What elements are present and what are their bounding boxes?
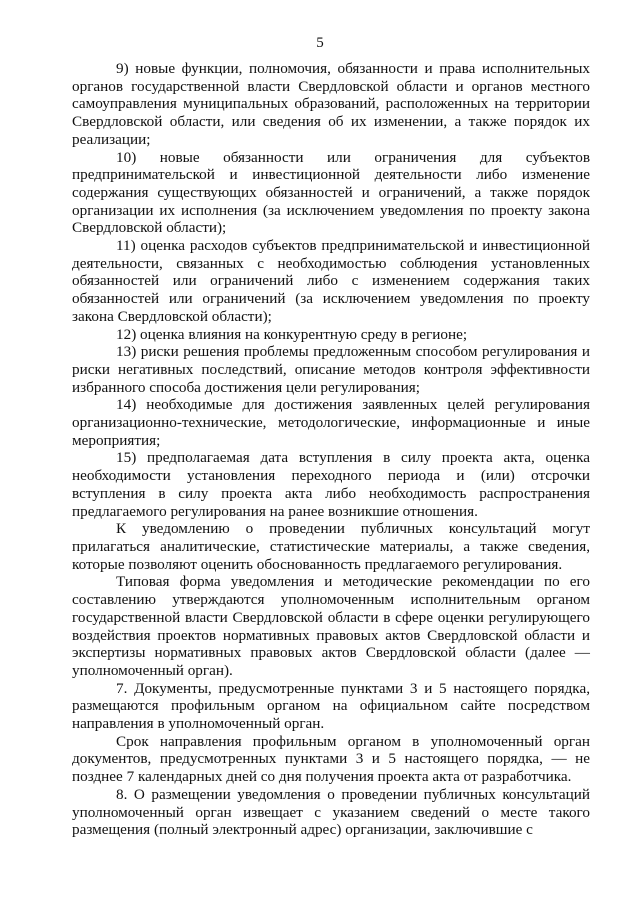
- paragraph-section-8: 8. О размещении уведомления о проведении публичных консультаций уполномоченный орган извещает с указанием сведений о месте такого размещения (полный электронный адрес) организации, заключившие с: [72, 785, 590, 839]
- paragraph-item-12: 12) оценка влияния на конкурентную среду в регионе;: [116, 325, 468, 343]
- paragraph-submission-deadline: Срок направления профильным органом в уполномоченный орган документов, предусмотренных пунктами 3 и 5 настоящего порядка, — не позднее 7 календарных дней со дня получения проекта акта от разработчика.: [72, 732, 590, 786]
- paragraph-item-11: 11) оценка расходов субъектов предпринимательской и инвестиционной деятельности, связанных с необходимостью соблюдения установленных обязанностей или ограничений либо с изменением содержания таких обязанностей или ограничений (за исключением уведомления по проекту закона Свердловской области);: [72, 237, 590, 325]
- paragraph-attachments: К уведомлению о проведении публичных консультаций могут прилагаться аналитические, статистические материалы, а также сведения, которые позволяют оценить обоснованность предлагаемого регулирования.: [72, 520, 590, 573]
- page-number: 5: [316, 35, 324, 51]
- paragraph-item-15: 15) предполагаемая дата вступления в силу проекта акта, оценка необходимости установления переходного периода и (или) отсрочки вступления в силу проекта акта либо необходимость распространения предлагаемого регулирования на ранее возникшие отношения.: [72, 449, 590, 520]
- paragraph-item-10: 10) новые обязанности или ограничения для субъектов предпринимательской и инвестиционной деятельности либо изменение содержания существующих обязанностей и ограничений, а также порядок организации их исполнения (за исключением уведомления по проекту закона Свердловской области);: [72, 148, 590, 237]
- paragraph-template-form: Типовая форма уведомления и методические рекомендации по его составлению утверждаются уполномоченным исполнительным органом государственной власти Свердловской области в сфере оценки регулирующего воздействия проектов нормативных правовых актов Свердловской области и экспертизы нормативных правовых актов Свердловской области (далее — уполномоченный орган).: [72, 573, 590, 679]
- paragraph-item-14: 14) необходимые для достижения заявленных целей регулирования организационно-технические, методологические, информационные и иные мероприятия;: [72, 396, 590, 449]
- paragraph-section-7: 7. Документы, предусмотренные пунктами 3 и 5 настоящего порядка, размещаются профильным органом на официальном сайте посредством направления в уполномоченный орган.: [72, 679, 590, 733]
- paragraph-item-9: 9) новые функции, полномочия, обязанности и права исполнительных органов государственной власти Свердловской области и органов местного самоуправления муниципальных образований, расположенных на территории Свердловской области, или сведения об их изменении, а также порядок их реализации;: [72, 60, 590, 148]
- paragraph-item-13: 13) риски решения проблемы предложенным способом регулирования и риски негативных последствий, описание методов контроля эффективности избранного способа достижения цели регулирования;: [72, 343, 590, 396]
- document-body: [72, 60, 590, 839]
